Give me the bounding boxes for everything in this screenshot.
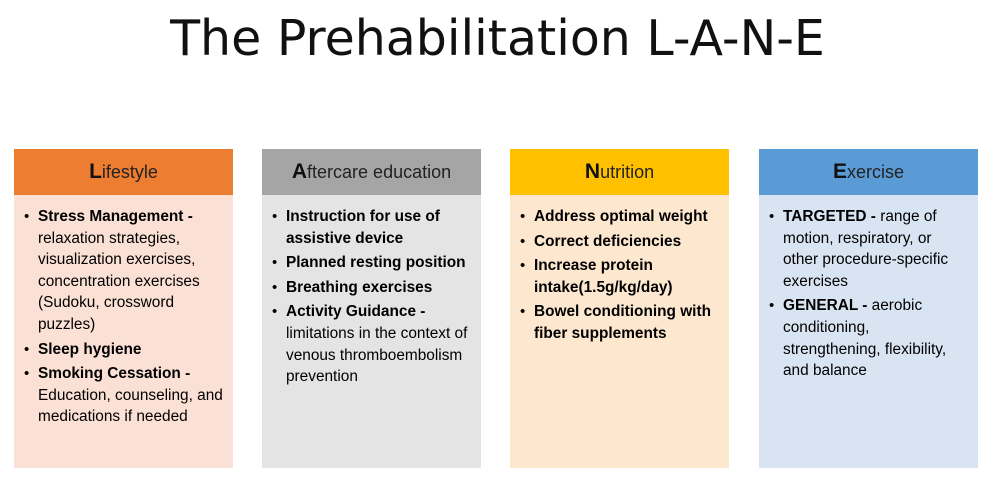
bullet-list [24, 206, 225, 428]
lane-initial: E [832, 160, 847, 183]
list-item [769, 295, 970, 381]
lane-title-rest: xercise [847, 161, 905, 182]
lane-title-rest: utrition [600, 161, 655, 182]
item-term: Instruction for use of assistive device [286, 208, 440, 247]
lane-title-rest: ifestyle [101, 161, 158, 182]
item-term: Breathing exercises [286, 278, 433, 296]
lane-header-exercise [759, 149, 978, 195]
lane-header-nutrition [510, 149, 729, 195]
list-item [272, 301, 473, 387]
list-item [24, 339, 225, 361]
lane-aftercare [262, 149, 481, 468]
lane-body-nutrition [510, 195, 729, 468]
page-title: The Prehabilitation L-A-N-E [170, 10, 825, 67]
item-separator: - [180, 365, 191, 383]
item-term: Planned resting position [286, 254, 466, 272]
lane-body-exercise [759, 195, 978, 468]
item-description: range of motion, respiratory, or other procedure-specific exercises [783, 208, 949, 290]
item-term: Stress Management [38, 208, 184, 225]
item-separator: - [416, 303, 426, 321]
item-description: limitations in the context of venous thromboembolism prevention [286, 324, 468, 386]
bullet-list [520, 206, 721, 345]
lane-nutrition [510, 149, 729, 468]
item-description: Education, counseling, and medications if needed [38, 386, 223, 426]
item-term: TARGETED [783, 208, 867, 225]
lane-header-lifestyle [14, 149, 233, 195]
item-term: Smoking Cessation [38, 365, 181, 383]
lane-initial: L [89, 160, 102, 183]
list-item [520, 301, 721, 344]
lane-header-aftercare [262, 149, 481, 195]
list-item [520, 206, 721, 228]
list-item [769, 206, 970, 292]
item-description: aerobic conditioning, strengthening, flexibility, and balance [783, 297, 947, 380]
item-term: GENERAL [783, 297, 858, 315]
list-item [272, 206, 473, 249]
lane-initial: A [291, 160, 308, 183]
lane-initial: N [584, 160, 601, 183]
item-term: Address optimal weight [534, 208, 708, 225]
lane-title-rest: ftercare education [307, 161, 452, 182]
item-term: Bowel conditioning with fiber supplements [534, 303, 711, 342]
lane-lifestyle [14, 149, 233, 468]
list-item [520, 231, 721, 253]
item-separator: - [183, 208, 193, 225]
list-item [24, 206, 225, 336]
list-item [520, 255, 721, 298]
item-separator: - [866, 208, 881, 225]
list-item [272, 277, 473, 299]
item-term: Sleep hygiene [38, 340, 142, 358]
item-term: Activity Guidance [286, 303, 417, 321]
bullet-list [769, 206, 970, 382]
item-description: relaxation strategies, visualization exercises, concentration exercises (Sudoku, crossword puzzles) [38, 229, 200, 333]
item-term: Increase protein intake(1.5g/kg/day) [534, 257, 673, 296]
item-term: Correct deficiencies [534, 232, 682, 250]
lane-body-aftercare [262, 195, 481, 468]
lane-body-lifestyle [14, 195, 233, 468]
lane-exercise [759, 149, 978, 468]
bullet-list [272, 206, 473, 388]
list-item [24, 363, 225, 428]
item-separator: - [857, 297, 872, 315]
list-item [272, 252, 473, 274]
